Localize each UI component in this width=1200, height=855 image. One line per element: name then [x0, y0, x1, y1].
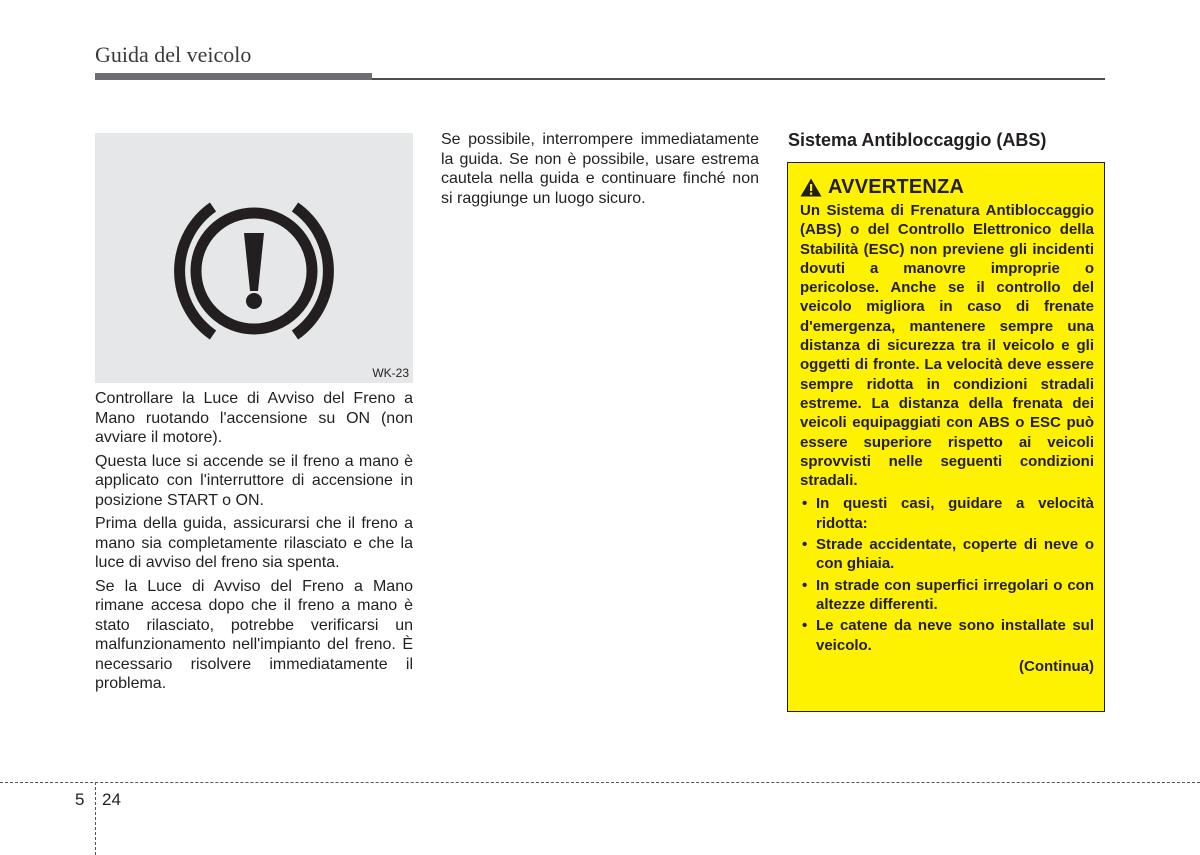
- column-1: [95, 389, 413, 698]
- warning-box: [787, 162, 1105, 712]
- warning-title: AVVERTENZA: [828, 176, 965, 198]
- brake-warning-icon: [95, 133, 413, 383]
- list-item: • In strade con superfici irregolari o con altezze differenti.: [802, 576, 1094, 613]
- warning-list: [800, 494, 1094, 654]
- figure-code: WK-23: [372, 366, 409, 380]
- warning-body: Un Sistema di Frenatura Antibloccaggio (ABS) o del Controllo Elettronico della Stabilità (ESC) non previene gli incidenti dovuti a manovre improprie o pericolose. Anche se il controllo del veicolo migliora in caso di frenate d'emergenza, mantenere sempre una distanza di sicurezza tra il veicolo e gli oggetti di fronte. La velocità deve essere sempre ridotta in condizioni stradali estreme. La distanza della frenata dei veicoli equipaggiati con ABS o ESC può essere superiore rispetto ai veicoli sprovvisti nelle seguenti condizioni stradali.: [800, 202, 1094, 490]
- footer-vertical-divider: [95, 782, 96, 855]
- paragraph: Questa luce si accende se il freno a mano è applicato con l'interruttore di accensione in posizione START o ON.: [95, 452, 413, 509]
- paragraph: Controllare la Luce di Avviso del Freno a Mano ruotando l'accensione su ON (non avviare il motore).: [95, 390, 413, 446]
- section-number: 5: [75, 790, 85, 809]
- footer-divider: [0, 782, 1200, 783]
- paragraph: Se possibile, interrompere immediatamente la guida. Se non è possibile, usare estrema cautela nella guida e continuare finché non si raggiunge un luogo sicuro.: [441, 131, 759, 207]
- header-rule: [372, 78, 1105, 80]
- page-header-title: Guida del veicolo: [95, 42, 252, 67]
- column-2: [441, 130, 759, 212]
- list-item: • In questi casi, guidare a velocità ridotta:: [802, 495, 1094, 532]
- warning-header: [800, 176, 1094, 199]
- header-accent-bar: [95, 73, 372, 80]
- warning-triangle-icon: [800, 178, 822, 197]
- section-title: Sistema Antibloccaggio (ABS): [788, 130, 1047, 150]
- brake-warning-figure: [95, 133, 413, 383]
- continued-label: (Continua): [1019, 657, 1094, 675]
- paragraph: Prima della guida, assicurarsi che il freno a mano sia completamente rilasciato e che la luce di avviso del freno sia spenta.: [95, 515, 413, 571]
- list-item: • Strade accidentate, coperte di neve o con ghiaia.: [802, 536, 1094, 573]
- page-number: 24: [102, 790, 121, 809]
- list-item: • Le catene da neve sono installate sul veicolo.: [802, 617, 1094, 654]
- paragraph: Se la Luce di Avviso del Freno a Mano rimane accesa dopo che il freno a mano è stato rilasciato, potrebbe verificarsi un malfunzionamento nell'impianto del freno. È necessario risolvere immediatamente il problema.: [95, 577, 413, 692]
